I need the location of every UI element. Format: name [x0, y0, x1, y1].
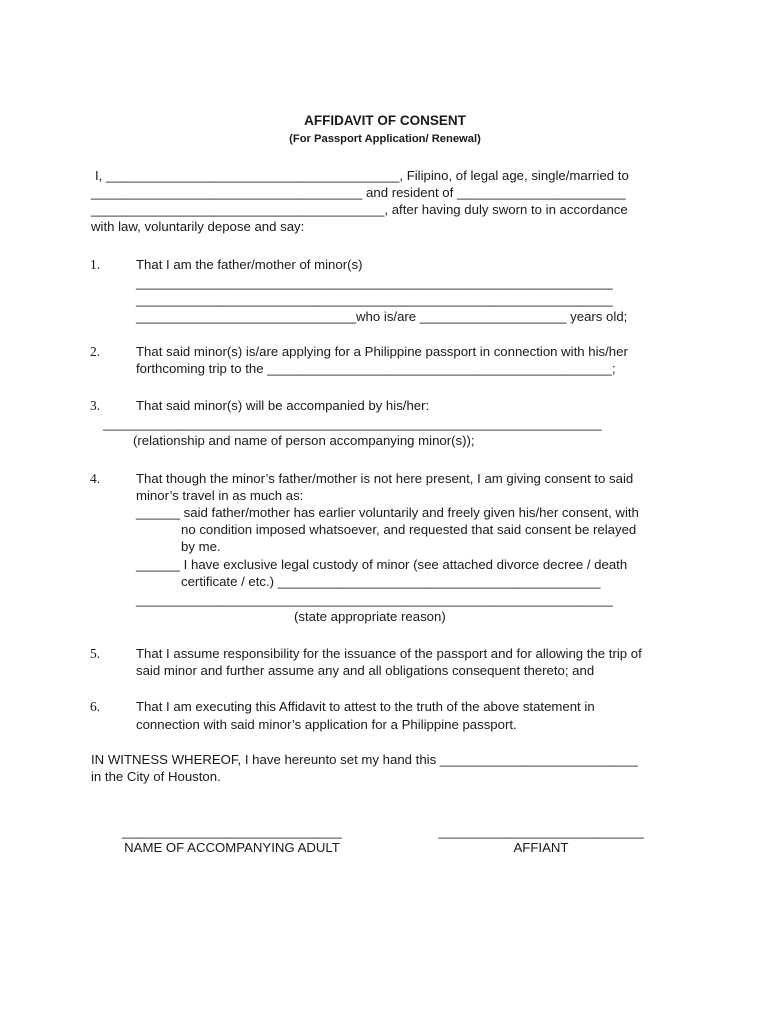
item-number: 3.	[90, 398, 101, 413]
item-number: 6.	[90, 699, 101, 714]
item-number: 1.	[90, 257, 101, 272]
signature-label-accompanying-adult: NAME OF ACCOMPANYING ADULT	[124, 840, 340, 855]
intro-line-3: ________________________________________, after having duly sworn to in accordance	[91, 202, 628, 217]
item-1-line-3: _________________________________________________________________	[136, 292, 613, 307]
intro-line-4: with law, voluntarily depose and say:	[91, 219, 305, 234]
option-custody-line-1: ______ I have exclusive legal custody of minor (see attached divorce decree / death	[136, 557, 628, 572]
item-1-line-1: That I am the father/mother of minor(s)	[136, 257, 363, 272]
signature-line-affiant: ____________________________	[438, 824, 644, 839]
option-custody-line-3: _________________________________________________________________	[136, 592, 613, 607]
item-5-line-2: said minor and further assume any and all obligations consequent thereto; and	[136, 663, 595, 678]
item-1-line-4: ______________________________who is/are ____________________ years old;	[136, 309, 628, 324]
item-number: 5.	[90, 646, 101, 661]
signature-label-affiant: AFFIANT	[513, 840, 569, 855]
signature-line-accompanying-adult: ______________________________	[121, 824, 343, 839]
document-title: AFFIDAVIT OF CONSENT	[304, 113, 466, 128]
item-4-line-2: minor’s travel in as much as:	[136, 488, 304, 503]
item-2-line-1: That said minor(s) is/are applying for a Philippine passport in connection with his/her	[136, 344, 628, 359]
witness-line-2: in the City of Houston.	[91, 769, 221, 784]
option-consent-line-2: no condition imposed whatsoever, and requested that said consent be relayed	[181, 522, 637, 537]
document-subtitle: (For Passport Application/ Renewal)	[289, 133, 481, 145]
option-consent-line-1: ______ said father/mother has earlier voluntarily and freely given his/her consent, with	[136, 505, 639, 520]
item-4-line-1: That though the minor’s father/mother is not here present, I am giving consent to said	[136, 471, 634, 486]
option-custody-line-2: certificate / etc.) ____________________________________________	[181, 574, 601, 589]
item-3-caption: (relationship and name of person accompanying minor(s));	[133, 433, 475, 448]
item-6-line-1: That I am executing this Affidavit to attest to the truth of the above statement in	[136, 699, 595, 714]
item-5-line-1: That I assume responsibility for the issuance of the passport and for allowing the trip of	[136, 646, 642, 661]
intro-line-2: _____________________________________ and resident of _______________________	[91, 185, 626, 200]
option-consent-line-3: by me.	[181, 539, 221, 554]
intro-line-1: I, ________________________________________, Filipino, of legal age, single/married to	[95, 168, 629, 183]
item-2-line-2: forthcoming trip to the _______________________________________________;	[136, 361, 616, 376]
item-1-line-2: _________________________________________________________________	[136, 275, 613, 290]
item-4-caption: (state appropriate reason)	[294, 609, 446, 624]
item-3-blank-line: ____________________________________________________________________	[103, 416, 602, 431]
witness-line-1: IN WITNESS WHEREOF, I have hereunto set my hand this ___________________________	[91, 752, 638, 767]
item-number: 4.	[90, 471, 101, 486]
item-6-line-2: connection with said minor’s application for a Philippine passport.	[136, 717, 517, 732]
item-3-line-1: That said minor(s) will be accompanied by his/her:	[136, 398, 430, 413]
item-number: 2.	[90, 344, 101, 359]
